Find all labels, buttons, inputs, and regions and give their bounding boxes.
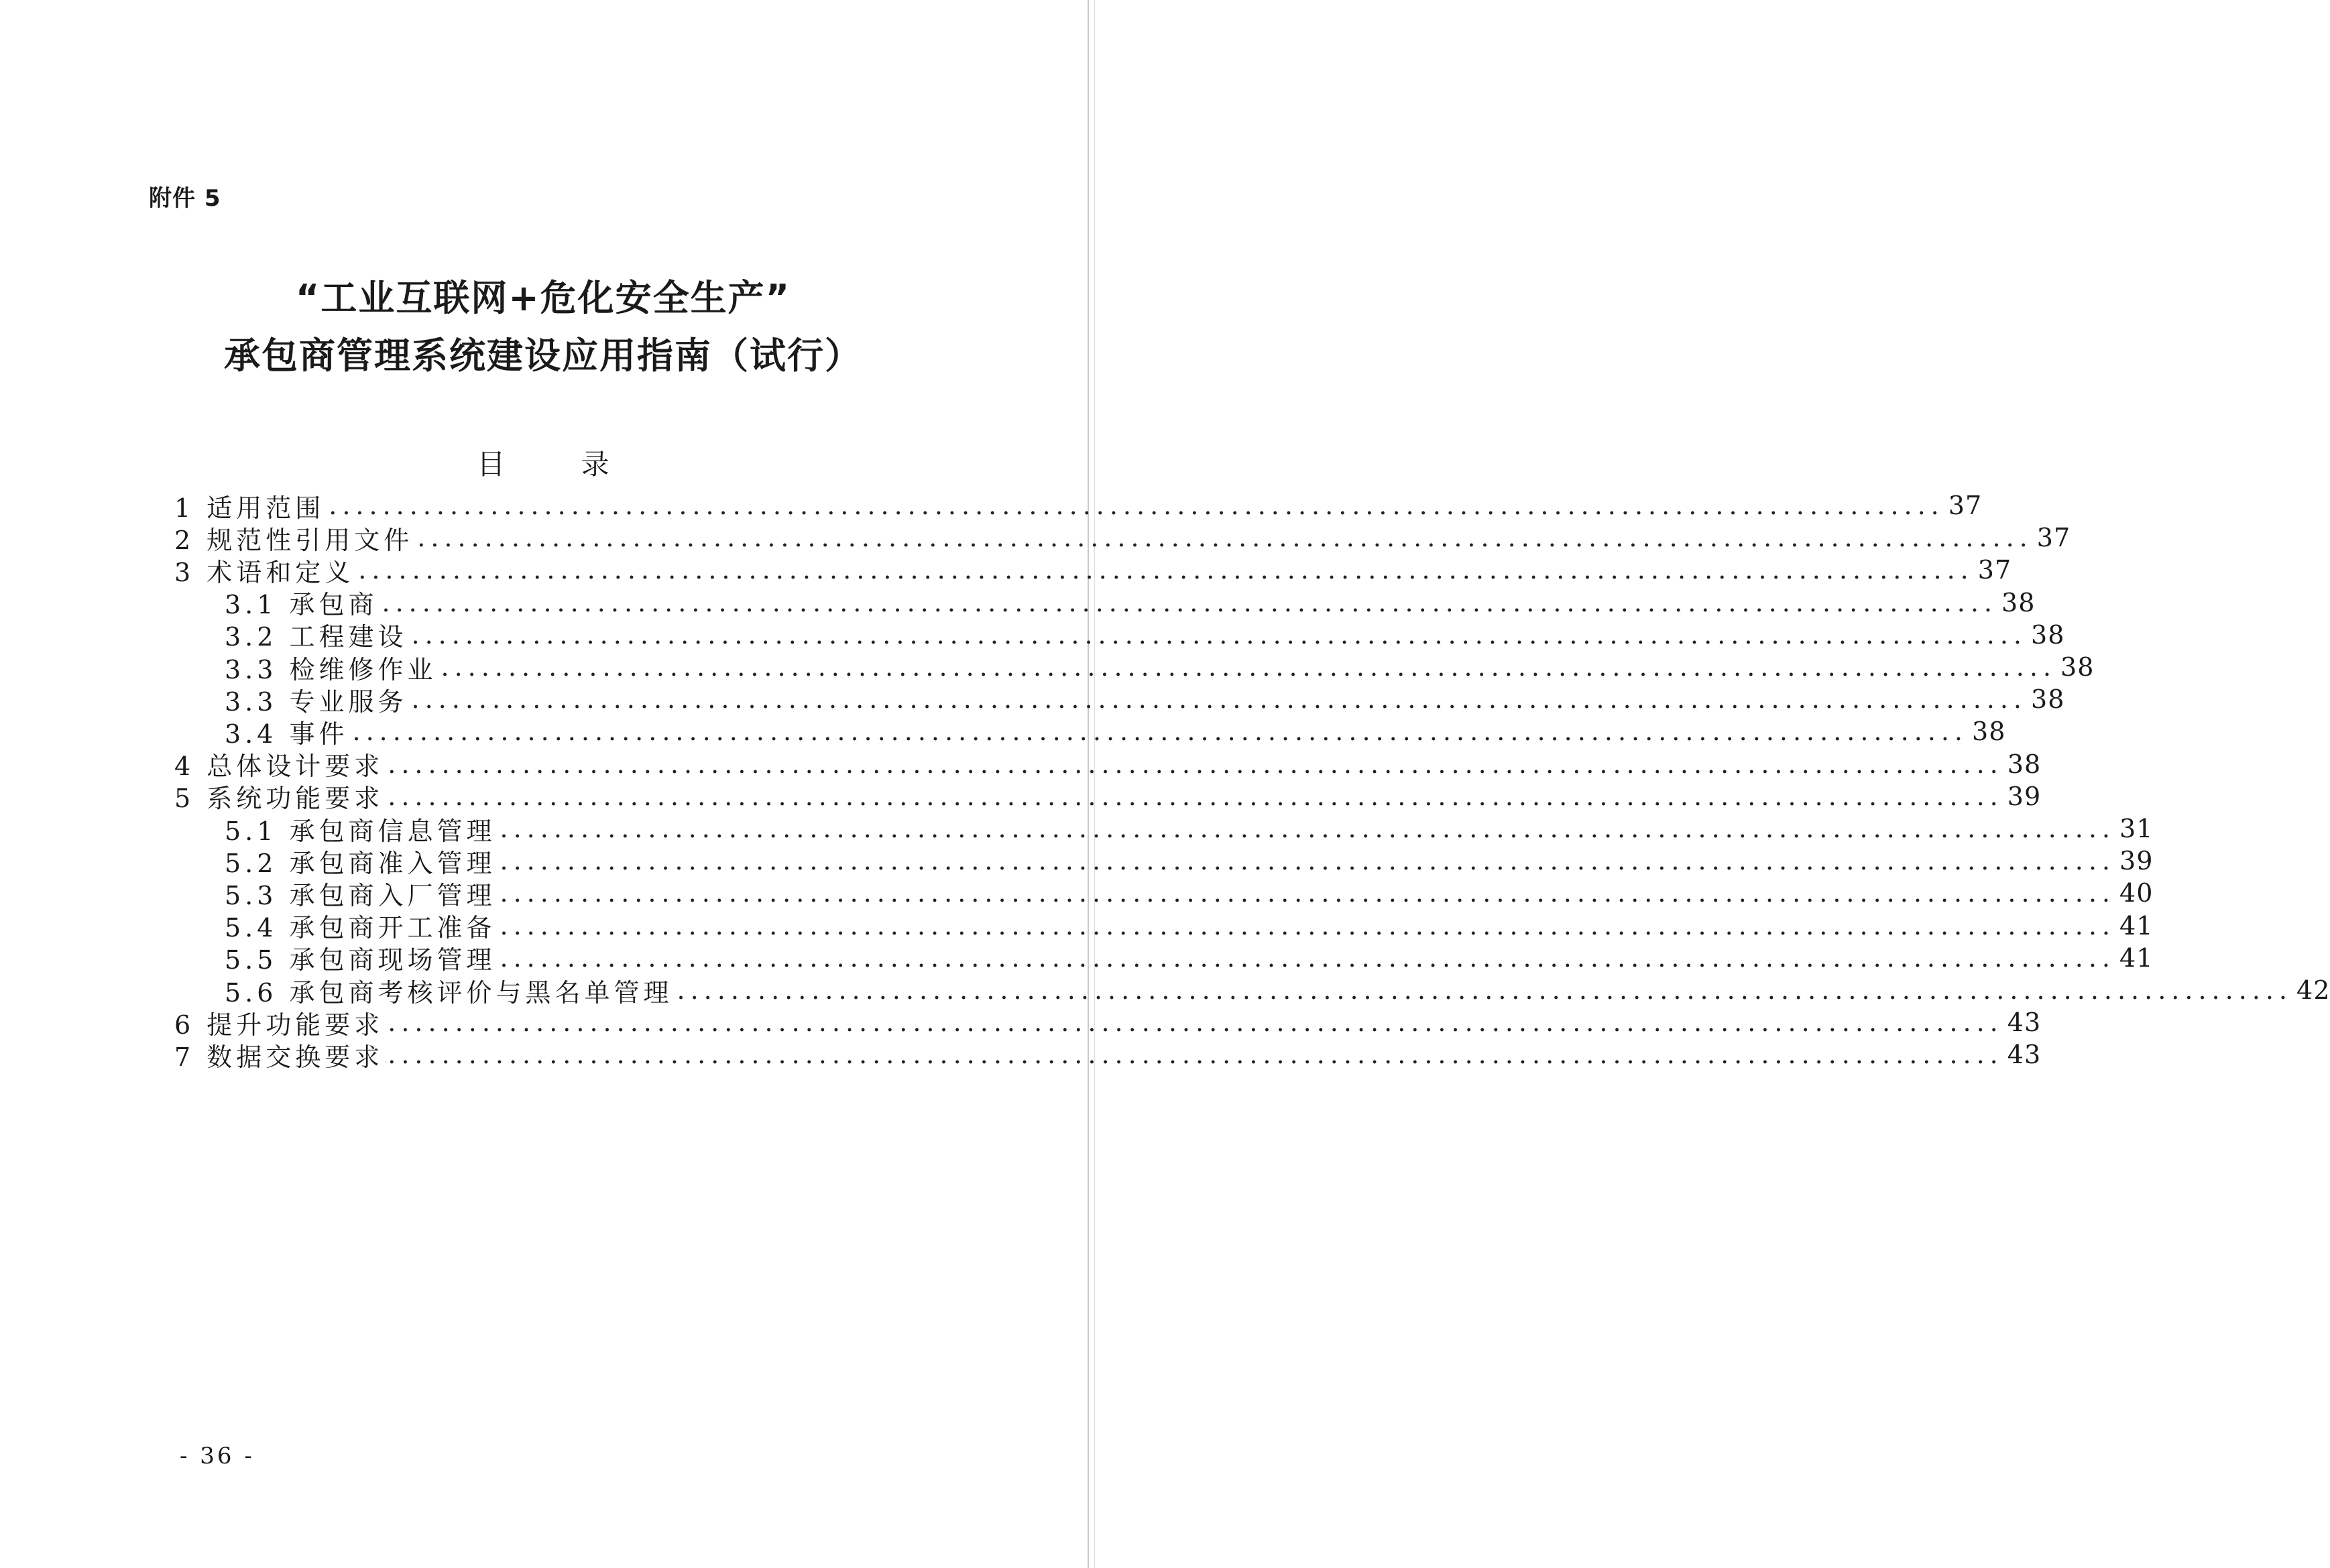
toc-item-page: 42: [2296, 975, 2330, 1005]
toc-item: [225, 617, 2065, 652]
toc-leader-dots: ........................................................................................................................: [441, 652, 2057, 682]
toc-item-page: 38: [2031, 684, 2065, 715]
toc-item-label: 5.6 承包商考核评价与黑名单管理: [225, 977, 673, 1008]
toc-item: [174, 520, 2071, 555]
toc-item-page: 38: [2031, 619, 2065, 650]
toc-item-label: 5.4 承包商开工准备: [225, 913, 496, 943]
document-title-line-1: “工业互联网+危化安全生产”: [295, 277, 791, 319]
toc-item: [174, 552, 2012, 587]
toc-leader-dots: ........................................................................................................................: [417, 523, 2033, 553]
toc-item-page: 38: [2060, 652, 2095, 682]
toc-item-label: 3.3 检维修作业: [225, 654, 437, 684]
toc-item: [225, 585, 2036, 620]
toc-leader-dots: ........................................................................................................................: [388, 749, 2003, 779]
toc-item-page: 38: [2001, 587, 2036, 617]
toc-leader-dots: ........................................................................................................................: [388, 781, 2003, 811]
toc-item: [225, 714, 2006, 749]
toc-item: [225, 650, 2095, 684]
toc-item-label: 3.3 专业服务: [225, 686, 408, 717]
toc-item: [174, 1005, 2042, 1040]
toc-item: [225, 682, 2065, 717]
toc-item: [225, 973, 2330, 1008]
toc-item-label: 5.1 承包商信息管理: [225, 816, 496, 846]
toc-leader-dots: ........................................................................................................................: [500, 846, 2116, 876]
toc-item-page: 39: [2119, 846, 2154, 876]
toc-item-label: 5.3 承包商入厂管理: [225, 880, 496, 910]
toc-heading: 目 录: [477, 448, 643, 481]
toc-item-label: 3 术语和定义: [174, 557, 355, 587]
toc-leader-dots: ........................................................................................................................: [500, 943, 2116, 973]
toc-item-label: 7 数据交换要求: [174, 1042, 384, 1072]
toc-item-page: 37: [1948, 491, 1983, 520]
toc-leader-dots: ........................................................................................................................: [411, 619, 2028, 650]
toc-item-label: 3.4 事件: [225, 719, 349, 749]
toc-item-page: 31: [2119, 814, 2154, 843]
toc-item: [225, 941, 2154, 975]
toc-item: [225, 843, 2154, 878]
toc-item-page: 43: [2007, 1008, 2042, 1038]
toc-item-label: 6 提升功能要求: [174, 1010, 384, 1040]
toc-item-label: 3.2 工程建设: [225, 622, 408, 652]
toc-leader-dots: ........................................................................................................................: [500, 910, 2116, 941]
toc-leader-dots: ........................................................................................................................: [388, 1008, 2003, 1038]
toc-item-label: 1 适用范围: [174, 493, 325, 523]
toc-item: [174, 779, 2042, 814]
toc-item-page: 38: [1972, 717, 2006, 747]
toc-item-page: 37: [2036, 523, 2071, 553]
toc-item-label: 5.5 承包商现场管理: [225, 945, 496, 975]
toc-item-page: 39: [2007, 781, 2042, 811]
page-number: - 36 -: [180, 1443, 255, 1469]
toc-leader-dots: ........................................................................................................................: [500, 814, 2116, 843]
toc-leader-dots: ........................................................................................................................: [382, 587, 1998, 617]
attachment-label: 附件 5: [149, 185, 221, 212]
toc-item-page: 41: [2119, 910, 2154, 941]
toc-item-page: 40: [2119, 878, 2154, 908]
document-title-line-2: 承包商管理系统建设应用指南（试行）: [224, 335, 862, 377]
toc-item: [174, 747, 2042, 782]
toc-leader-dots: ........................................................................................................................: [677, 975, 2293, 1005]
toc-item-label: 5.2 承包商准入管理: [225, 848, 496, 878]
toc-item-label: 4 总体设计要求: [174, 751, 384, 782]
toc-item: [225, 876, 2154, 910]
toc-leader-dots: ........................................................................................................................: [388, 1040, 2003, 1070]
toc-item-label: 5 系统功能要求: [174, 784, 384, 814]
toc-leader-dots: ........................................................................................................................: [500, 878, 2116, 908]
toc-item-label: 3.1 承包商: [225, 590, 378, 620]
toc-item: [174, 1037, 2042, 1072]
toc-item: [174, 488, 1983, 523]
toc-leader-dots: ........................................................................................................................: [411, 684, 2028, 715]
toc-item-page: 43: [2007, 1040, 2042, 1070]
toc-item-page: 37: [1977, 555, 2012, 585]
toc-leader-dots: ........................................................................................................................: [352, 717, 1969, 747]
toc-leader-dots: ........................................................................................................................: [329, 491, 1944, 520]
toc-item: [225, 908, 2154, 943]
toc-leader-dots: ........................................................................................................................: [358, 555, 1974, 585]
toc-item-page: 38: [2007, 749, 2042, 779]
toc-item: [225, 811, 2154, 846]
toc-item-page: 41: [2119, 943, 2154, 973]
toc-item-label: 2 规范性引用文件: [174, 525, 414, 555]
